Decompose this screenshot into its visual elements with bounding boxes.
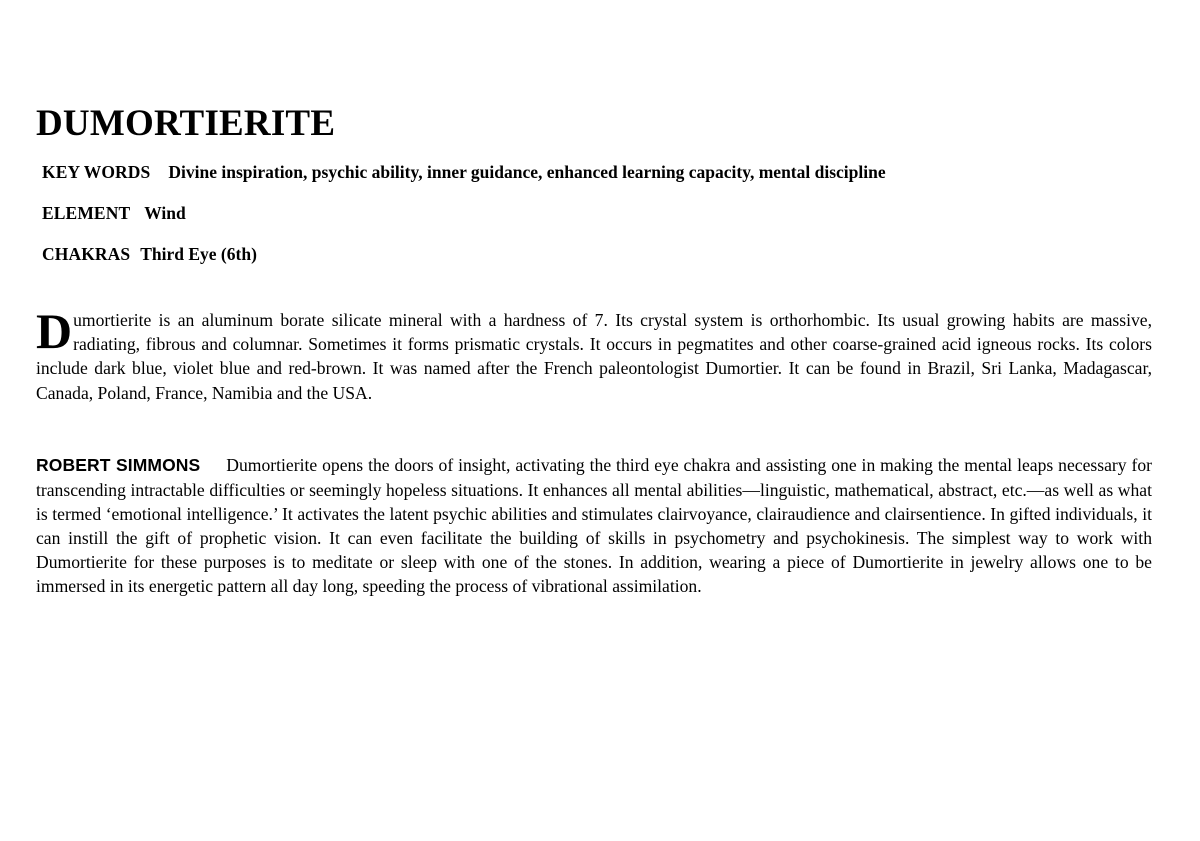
description-section xyxy=(36,303,1152,404)
attribute-label-chakras: CHAKRAS xyxy=(42,244,131,265)
drop-cap-letter: D xyxy=(36,303,73,360)
attribute-list xyxy=(36,162,1152,264)
attribute-label-key-words: KEY WORDS xyxy=(42,161,151,182)
attribute-value-chakras: Third Eye (6th) xyxy=(140,244,257,265)
description-paragraph xyxy=(36,303,1152,404)
attribute-value-element: Wind xyxy=(144,202,186,223)
commentary-text: Dumortierite opens the doors of insight, activating the third eye chakra and assisting one in making the mental leaps necessary for transcending intractable difficulties or seemingly hopeless situations. It enhances all mental abilities—linguistic, mathematical, abstract, etc.—as well as what is termed ‘emotional intelligence.’ It activates the latent psychic abilities and stimulates clairvoyance, clairaudience and clairsentience. In gifted individuals, it can instill the gift of prophetic vision. It can even facilitate the building of skills in psychometry and psychokinesis. The simplest way to work with Dumortierite for these purposes is to meditate or sleep with one of the stones. In addition, wearing a piece of Dumortierite in jewelry allows one to be immersed in its energetic pattern all day long, speeding the process of vibrational assimilation. xyxy=(36,454,1152,596)
page-title: DUMORTIERITE xyxy=(36,103,336,144)
attribute-row-element xyxy=(42,203,1152,223)
attribute-label-element: ELEMENT xyxy=(42,202,131,223)
commentary-byline: ROBERT SIMMONS xyxy=(36,454,201,475)
page-content xyxy=(36,105,1152,598)
commentary-paragraph xyxy=(36,453,1152,598)
attribute-value-key-words: Divine inspiration, psychic ability, inner guidance, enhanced learning capacity, mental discipline xyxy=(168,161,886,182)
attribute-row-chakras xyxy=(42,244,1152,264)
commentary-section xyxy=(36,453,1152,598)
description-text: umortierite is an aluminum borate silicate mineral with a hardness of 7. Its crystal system is orthorhombic. Its usual growing habits are massive, radiating, fibrous and columnar. Sometimes it forms prismatic crystals. It occurs in pegmatites and other coarse-grained acid igneous rocks. Its colors include dark blue, violet blue and red-brown. It was named after the French paleontologist Dumortier. It can be found in Brazil, Sri Lanka, Madagascar, Canada, Poland, France, Namibia and the USA. xyxy=(36,310,1152,403)
attribute-row-key-words xyxy=(42,162,1152,182)
